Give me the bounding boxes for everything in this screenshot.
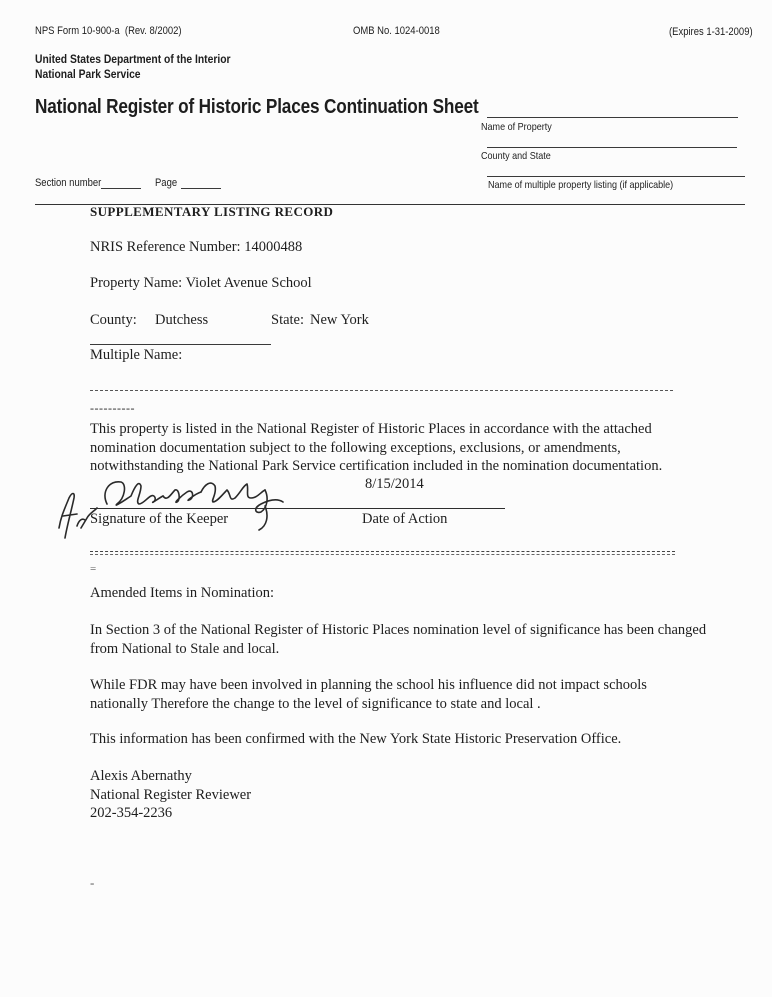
property-name: Property Name: Violet Avenue School: [90, 275, 312, 291]
county-underline: [90, 344, 271, 345]
page-blank: [181, 188, 221, 189]
bottom-mark: -: [90, 875, 95, 890]
statement-line: notwithstanding the National Park Service certification included in the nomination documentation.: [90, 458, 663, 474]
statement-line: nomination documentation subject to the following exceptions, exclusions, or amendments,: [90, 439, 621, 456]
action-date: 8/15/2014: [365, 476, 424, 492]
statement-line: This property is listed in the National Register of Historic Places in accordance with the attached: [90, 421, 652, 437]
multiple-listing-label: Name of multiple property listing (if applicable): [488, 179, 674, 191]
short-dash-line: ----------: [90, 401, 135, 415]
expiration-date: (Expires 1-31-2009): [669, 26, 753, 38]
amendment-line: While FDR may have been involved in planning the school his influence did not impact schools: [90, 677, 647, 693]
dashed-separator-bottom-2: [90, 554, 675, 555]
multiple-name-label: Multiple Name:: [90, 347, 183, 363]
sheet-title: National Register of Historic Places Continuation Sheet: [35, 96, 479, 118]
dashed-separator-bottom-1: [90, 551, 675, 552]
signature-of-keeper-label: Signature of the Keeper: [90, 511, 229, 527]
nris-reference: NRIS Reference Number: 14000488: [90, 239, 303, 255]
date-of-action-label: Date of Action: [362, 511, 448, 527]
amendment-line: from National to Stale and local.: [90, 640, 280, 657]
county-state-line: [487, 147, 737, 148]
reviewer-block: [90, 767, 251, 823]
county-value: Dutchess: [155, 312, 209, 328]
form-id: NPS Form 10-900-a (Rev. 8/2002): [35, 25, 182, 37]
page-label: Page: [155, 177, 178, 189]
omb-number: OMB No. 1024-0018: [353, 25, 440, 37]
section-number-label: Section number: [35, 177, 102, 189]
amendment-paragraph-3: This information has been confirmed with the New York State Historic Preservation Office.: [90, 731, 622, 747]
name-of-property-label: Name of Property: [481, 121, 552, 133]
signature-line: [90, 508, 505, 509]
county-and-state-label: County and State: [481, 150, 551, 162]
reviewer-title: National Register Reviewer: [90, 786, 252, 803]
department-name: United States Department of the Interior: [35, 52, 231, 66]
small-mark: =: [90, 563, 97, 575]
reviewer-phone: 202-354-2236: [90, 805, 173, 821]
amendment-line: nationally Therefore the change to the level of significance to state and local .: [90, 695, 541, 712]
amendment-line: In Section 3 of the National Register of Historic Places nomination level of significance has been changed: [90, 622, 707, 638]
agency-name: National Park Service: [35, 67, 141, 81]
amended-items-heading: Amended Items in Nomination:: [90, 585, 275, 601]
amendment-paragraph-2: [90, 676, 647, 713]
form-revision: (Rev. 8/2002): [124, 25, 182, 37]
amendment-paragraph-1: [90, 621, 706, 658]
section-number-blank: [101, 188, 141, 189]
state-value: New York: [310, 312, 369, 328]
record-heading: SUPPLEMENTARY LISTING RECORD: [90, 204, 334, 219]
reviewer-name: Alexis Abernathy: [90, 768, 192, 784]
property-name-line: [487, 117, 738, 118]
county-label: County:: [90, 312, 137, 328]
dashed-separator-top: [90, 390, 673, 391]
keeper-signature: [55, 468, 295, 540]
multiple-listing-line: [487, 176, 745, 177]
state-label: State:: [271, 312, 305, 328]
